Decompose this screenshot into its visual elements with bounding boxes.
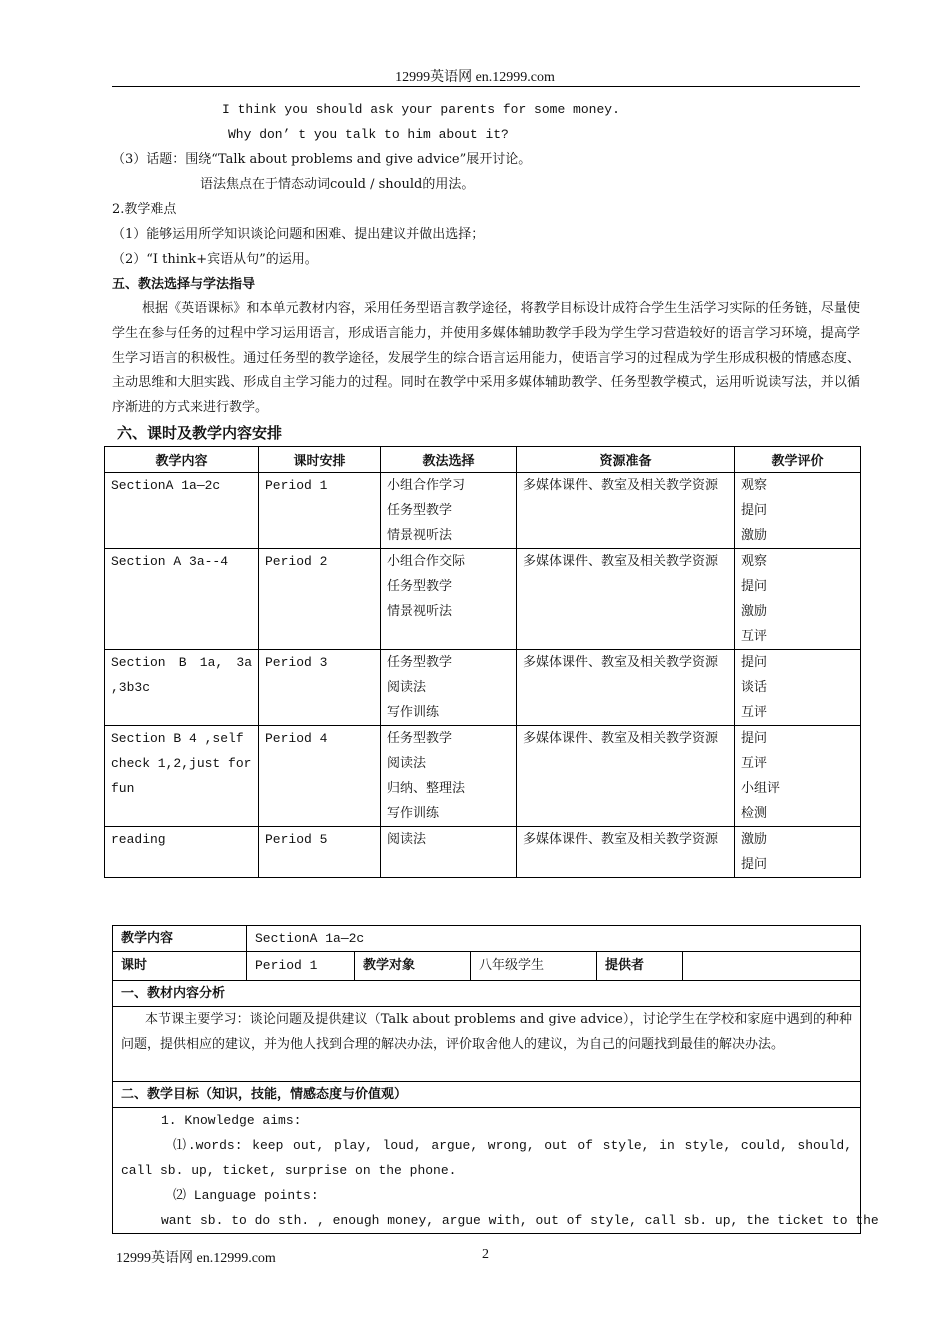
difficulty-item-1: （1）能够运用所学知识谈论问题和困难、提出建议并做出选择； [112, 227, 485, 242]
row-evaluation [735, 726, 861, 827]
knowledge-aims [113, 1108, 879, 1234]
lesson-period-label: 课时 [113, 952, 247, 981]
method-item: 任务型教学 [387, 503, 453, 518]
aims-heading: 1. Knowledge aims: [161, 1113, 302, 1128]
table-row [105, 827, 861, 878]
lesson-provider-value [683, 952, 861, 981]
aims-words: ⑴.words: keep out, play, loud, argue, wrong, out of style, in style, could, should, call sb. up, ticket, surprise on the phone. [121, 1138, 853, 1178]
lesson-plan-table [112, 925, 879, 1234]
method-item: 阅读法 [387, 680, 427, 695]
section-1-row [113, 981, 861, 1007]
evaluation-item: 激励 [741, 604, 768, 619]
row-methods [381, 827, 517, 878]
lesson-target-value: 八年级学生 [471, 952, 597, 981]
row-evaluation [735, 827, 861, 878]
method-item: 归纳、整理法 [387, 781, 466, 796]
section-5-paragraph: 根据《英语课标》和本单元教材内容，采用任务型语言教学途径，将教学目标设计成符合学生生活学习实际的任务链，尽量使学生在参与任务的过程中学习运用语言，形成语言能力，并使用多媒体辅助教学手段为学生学习营造较好的语言学习环境，提高学生学习语言的积极性。通过任务型的教学途径，发展学生的综合语言运用能力，使语言学习的过程成为学生形成积极的情感态度、主动思维和大胆实践、形成自主学习能力的过程。同时在教学中采用多媒体辅助教学、任务型教学模式，运用听说读写法，并以循序渐进的方式来进行教学。 [112, 301, 860, 416]
row-period: Period 3 [259, 650, 381, 726]
row-content: Section B 1a, 3a ,3b3c [105, 650, 259, 726]
row-period: Period 5 [259, 827, 381, 878]
lesson-content-row [113, 926, 861, 952]
evaluation-item: 检测 [741, 806, 768, 821]
evaluation-item: 谈话 [741, 680, 768, 695]
header-period: 课时安排 [259, 447, 381, 473]
row-resources: 多媒体课件、教室及相关教学资源 [517, 650, 735, 726]
row-methods [381, 726, 517, 827]
row-period: Period 4 [259, 726, 381, 827]
header-divider [112, 86, 860, 87]
table-row [105, 473, 861, 549]
aims-language-points: ⑵ Language points: [173, 1188, 319, 1203]
row-resources: 多媒体课件、教室及相关教学资源 [517, 549, 735, 650]
method-item: 情景视听法 [387, 528, 453, 543]
row-period: Period 2 [259, 549, 381, 650]
example-sentence-2: Why don’ t you talk to him about it? [228, 127, 509, 142]
section-1-text: 本节课主要学习：谈论问题及提供建议（Talk about problems and give advice），讨论学生在学校和家庭中遇到的种种问题，提供相应的建议，并为他人找到合理的解决办法，评价取舍他人的建议，为自己的问题找到最佳的解决办法。 [113, 1007, 861, 1082]
row-evaluation [735, 549, 861, 650]
evaluation-item: 提问 [741, 503, 768, 518]
evaluation-item: 激励 [741, 528, 768, 543]
footer-page-number: 2 [482, 1247, 489, 1262]
section-1-content-row [113, 1007, 861, 1082]
row-resources: 多媒体课件、教室及相关教学资源 [517, 827, 735, 878]
method-item: 阅读法 [387, 756, 427, 771]
evaluation-item: 提问 [741, 655, 768, 670]
aims-phrases: want sb. to do sth. , enough money, argue with, out of style, call sb. up, the ticket to the [161, 1213, 879, 1228]
row-content: reading [105, 827, 259, 878]
section-2-content-row [113, 1108, 861, 1234]
method-item: 任务型教学 [387, 579, 453, 594]
method-item: 任务型教学 [387, 655, 453, 670]
lesson-target-label: 教学对象 [355, 952, 471, 981]
topic-line: （3）话题：围绕“Talk about problems and give advice”展开讨论。 [112, 152, 532, 167]
footer-site: 12999英语网 en.12999.com [116, 1251, 276, 1266]
row-content: Section A 3a--4 [105, 549, 259, 650]
row-methods [381, 650, 517, 726]
method-item: 情景视听法 [387, 604, 453, 619]
method-item: 任务型教学 [387, 731, 453, 746]
difficulty-heading: 2.教学难点 [112, 202, 177, 217]
difficulty-item-2: （2）“I think+宾语从句”的运用。 [112, 252, 318, 267]
header-content: 教学内容 [105, 447, 259, 473]
method-item: 写作训练 [387, 705, 440, 720]
table-row [105, 549, 861, 650]
evaluation-item: 提问 [741, 857, 768, 872]
schedule-table [104, 446, 861, 878]
page-header: 12999英语网 en.12999.com [395, 70, 555, 85]
method-item: 小组合作学习 [387, 478, 466, 493]
row-evaluation [735, 650, 861, 726]
row-resources: 多媒体课件、教室及相关教学资源 [517, 726, 735, 827]
lesson-period-value: Period 1 [247, 952, 355, 981]
row-content: Section B 4 ,self check 1,2,just for fun [105, 726, 259, 827]
section-1-heading: 一、教材内容分析 [113, 981, 861, 1007]
row-content: SectionA 1a—2c [105, 473, 259, 549]
evaluation-item: 观察 [741, 554, 768, 569]
evaluation-item: 互评 [741, 705, 768, 720]
header-methods: 教法选择 [381, 447, 517, 473]
lesson-provider-label: 提供者 [597, 952, 683, 981]
row-evaluation [735, 473, 861, 549]
section-2-heading: 二、教学目标（知识，技能，情感态度与价值观） [113, 1082, 861, 1108]
method-item: 小组合作交际 [387, 554, 466, 569]
table-row [105, 726, 861, 827]
section-6-heading: 六、课时及教学内容安排 [117, 424, 283, 442]
evaluation-item: 互评 [741, 756, 768, 771]
row-methods [381, 473, 517, 549]
row-period: Period 1 [259, 473, 381, 549]
table-row [105, 650, 861, 726]
row-methods [381, 549, 517, 650]
header-resources: 资源准备 [517, 447, 735, 473]
evaluation-item: 互评 [741, 629, 768, 644]
evaluation-item: 小组评 [741, 781, 781, 796]
grammar-focus-line: 语法焦点在于情态动词could / should的用法。 [200, 177, 475, 192]
lesson-content-value: SectionA 1a—2c [247, 926, 861, 952]
method-item: 阅读法 [387, 832, 427, 847]
row-resources: 多媒体课件、教室及相关教学资源 [517, 473, 735, 549]
lesson-content-label: 教学内容 [113, 926, 247, 952]
example-sentence-1: I think you should ask your parents for some money. [222, 102, 620, 117]
evaluation-item: 观察 [741, 478, 768, 493]
schedule-header-row [105, 447, 861, 473]
evaluation-item: 提问 [741, 579, 768, 594]
header-evaluation: 教学评价 [735, 447, 861, 473]
evaluation-item: 激励 [741, 832, 768, 847]
section-5-heading: 五、教法选择与学法指导 [112, 277, 256, 292]
section-2-row [113, 1082, 861, 1108]
evaluation-item: 提问 [741, 731, 768, 746]
method-item: 写作训练 [387, 806, 440, 821]
lesson-info-row [113, 952, 861, 981]
